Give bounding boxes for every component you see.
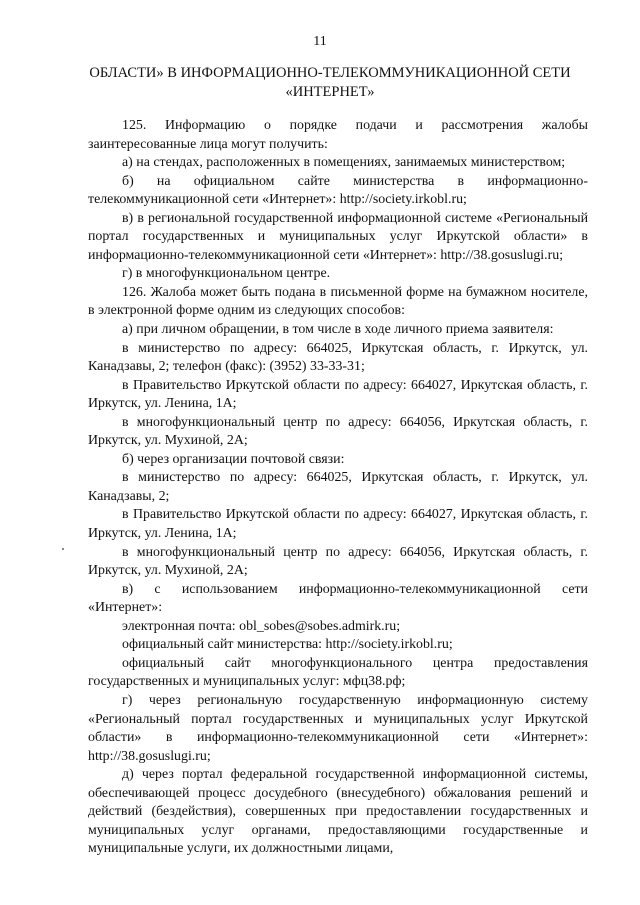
- paragraph-126-b-government: в Правительство Иркутской области по адресу: 664027, Иркутская область, г. Иркутск, ул. Ленина, 1А;: [88, 507, 588, 542]
- document-body: [88, 117, 588, 859]
- section-heading: ОБЛАСТИ» В ИНФОРМАЦИОННО-ТЕЛЕКОММУНИКАЦИОННОЙ СЕТИ «ИНТЕРНЕТ»: [89, 65, 571, 100]
- paragraph-125-b: б) на официальном сайте министерства в информационно-телекоммуникационной сети «Интернет»: http://society.irkobl.ru;: [88, 173, 588, 208]
- paragraph-126-v-email: электронная почта: obl_sobes@sobes.admirk.ru;: [122, 618, 401, 634]
- paragraph-126-a-government: в Правительство Иркутской области по адресу: 664027, Иркутская область, г. Иркутск, ул. Ленина, 1А;: [88, 377, 588, 412]
- paragraph-126-a-mfc: в многофункциональный центр по адресу: 664056, Иркутская область, г. Иркутск, ул. Мухиной, 2А;: [88, 414, 588, 449]
- paragraph-125: 125. Информацию о порядке подачи и рассмотрения жалобы заинтересованные лица могут получить:: [88, 118, 588, 152]
- paragraph-126-v-ministry-site: официальный сайт министерства: http://society.irkobl.ru;: [122, 637, 453, 653]
- paragraph-126: 126. Жалоба может быть подана в письменной форме на бумажном носителе, в электронной форме одним из следующих способов:: [88, 284, 588, 319]
- paragraph-126-b: б) через организации почтовой связи:: [122, 451, 345, 467]
- paragraph-126-v: в) с использованием информационно-телекоммуникационной сети «Интернет»:: [88, 581, 588, 616]
- scan-speck: [62, 548, 64, 550]
- paragraph-126-v-mfc-site: официальный сайт многофункционального центра предоставления государственных и муниципальных услуг: мфц38.рф;: [88, 655, 588, 690]
- paragraph-125-g: г) в многофункциональном центре.: [122, 266, 331, 282]
- paragraph-126-a: а) при личном обращении, в том числе в ходе личного приема заявителя:: [122, 322, 554, 338]
- paragraph-126-g: г) через региональную государственную информационную систему «Региональный портал государственных и муниципальных услуг Иркутской области» в информационно-телекоммуникационной сети «Интернет»: http://38.gosuslugi.ru;: [88, 692, 588, 764]
- paragraph-126-b-mfc: в многофункциональный центр по адресу: 664056, Иркутская область, г. Иркутск, ул. Мухиной, 2А;: [88, 544, 588, 579]
- page-number: 11: [313, 34, 327, 49]
- paragraph-126-b-ministry: в министерство по адресу: 664025, Иркутская область, г. Иркутск, ул. Канадзавы, 2;: [88, 470, 588, 504]
- paragraph-126-d: д) через портал федеральной государственной информационной системы, обеспечивающей процесс досудебного (внесудебного) обжалования решений и действий (бездействия), совершенных при предоставлении государственных и муниципальных услуг органами, предоставляющими государственные и муниципальные услуги, их должностными лицами,: [88, 767, 588, 857]
- paragraph-125-v: в) в региональной государственной информационной системе «Региональный портал государственных и муниципальных услуг Иркутской области» в информационно-телекоммуникационной сети «Интернет»: http://38.gosuslugi.ru;: [88, 210, 588, 263]
- paragraph-125-a: а) на стендах, расположенных в помещениях, занимаемых министерством;: [122, 155, 566, 171]
- paragraph-126-a-ministry: в министерство по адресу: 664025, Иркутская область, г. Иркутск, ул. Канадзавы, 2; телефон (факс): (3952) 33-33-31;: [88, 340, 588, 375]
